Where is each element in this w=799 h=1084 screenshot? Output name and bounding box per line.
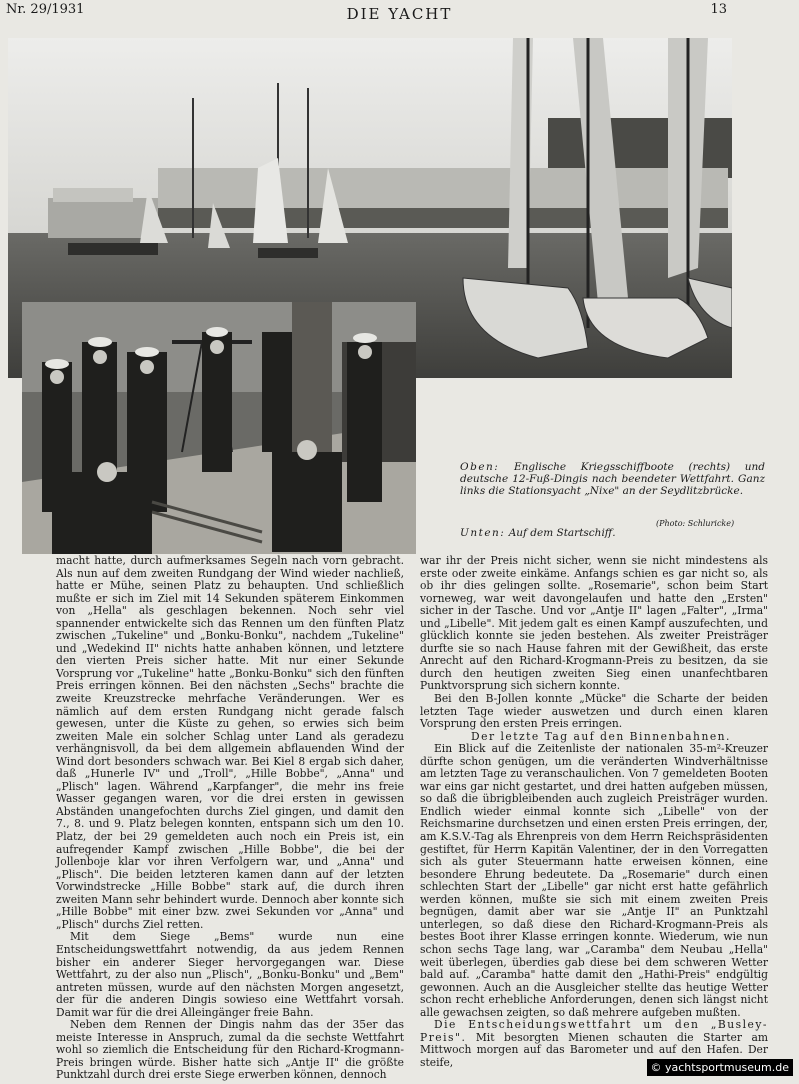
left-paragraph-3: Neben dem Rennen der Dingis nahm das der 35er das meiste Interesse in Anspruch, zumal da die sechste Wettfahrt wohl so ziemlich die Entscheidung für den Richard-Krogmann-Preis bringen würde. Bisher hatte sich „Antje II" die größte Punktzahl durch drei erste Siege erwerben können, dennoch	[56, 1018, 404, 1082]
caption-bottom-text: Auf dem Startschiff.	[508, 527, 616, 539]
right-paragraph-2: Bei den B-Jollen konnte „Mücke" die Scharte der beiden letzten Tage wieder auswetzen und durch einen klaren Vorsprung den ersten Preis erringen.	[420, 692, 768, 731]
watermark: © yachtsportmuseum.de	[647, 1059, 793, 1076]
section-heading: Der letzte Tag auf den Binnenbahnen.	[471, 729, 731, 743]
bottom-photo	[22, 302, 416, 554]
caption-bottom-label: Unten:	[460, 527, 506, 539]
right-paragraph-1: war ihr der Preis nicht sicher, wenn sie nicht mindestens als erste oder zweite einkäme. Anfangs schien es gar nicht so, als ob ihr dies gelingen sollte. „Rosemarie", schon beim Start vorneweg, war weit davongelaufen und hatte den „Ersten" sicher in der Tasche. Und vor „Antje II" lagen „Falter", „Irma" und „Libelle". Mit jedem galt es einen Kampf auszufechten, und glücklich konnte sie jeden bestehen. Als zweiter Preisträger durfte sie so nach Hause fahren mit der Gewißheit, das erste Anrecht auf den Richard-Krogmann-Preis zu besitzen, da sie durch den heutigen zweiten Sieg einen unanfechtbaren Punktvorsprung sich sichern konnte.	[420, 554, 768, 693]
caption-top-text: Englische Kriegsschiffboote (rechts) und deutsche 12-Fuß-Dingis nach beendeter Wettfahrt. Ganz links die Stationsyacht „Nixe" an der Seydlitzbrücke.	[460, 461, 766, 497]
left-paragraph-1: macht hatte, durch aufmerksames Segeln nach vorn gebracht. Als nun auf dem zweiten Rundgang der Wind wieder nachließ, hatte er Mühe, seinen Platz zu behaupten. Und schließlich mußte er sich im Ziel mit 14 Sekunden späterem Einkommen von „Hella" als geschlagen bekennen. Noch sehr viel spannender entwickelte sich das Rennen um den fünften Platz zwischen „Tukeline" und „Bonku-Bonku", nachdem „Tukeline" und „Wedekind II" nichts hatte anhaben können, und letztere den vierten Preis sicher hatte. Mit nur einer Sekunde Vorsprung vor „Tukeline" hatte „Bonku-Bonku" sich den fünften Preis erringen können. Bei den nächsten „Sechs" brachte die zweite Kreuzstrecke mehrfache Veränderungen. Wer es nämlich auf dem ersten Rundgang nicht gerade falsch gewesen, unter die Küste zu gehen, so erwies sich beim zweiten Male ein solcher Schlag unter Land als geradezu verhängnisvoll, da bei dem allgemein abflauenden Wind der Wind dort besonders schwach war. Bei Kiel 8 ergab sich daher, daß „Hunerle IV" und „Troll", „Hille Bobbe", „Anna" und „Plisch" lagen. Während „Karpfanger", die mehr ins freie Wasser gegangen waren, vor die drei ersten in gewissen Abständen unangefochten durchs Ziel gingen, und damit den 7., 8. und 9. Platz belegen konnten, entspann sich um den 10. Platz, der bei 29 gemeldeten auch noch ein Preis ist, ein aufregender Kampf zwischen „Hille Bobbe", die bei der Jollenboje klar vor ihren Verfolgern war, und „Anna" und „Plisch". Die beiden letzteren kamen dann auf der letzten Vorwindstrecke „Hille Bobbe" stark auf, die durch ihren zweiten Mann sehr behindert wurde. Dennoch aber konnte sich „Hille Bobbe" mit einer bzw. zwei Sekunden vor „Anna" und „Plisch" durchs Ziel retten.	[56, 554, 404, 931]
issue-number: Nr. 29/1931	[6, 2, 85, 17]
page-number: 13	[710, 2, 727, 17]
photo-credit: (Photo: Schluricke)	[656, 519, 735, 528]
caption-top	[460, 461, 765, 497]
right-paragraph-4-text: Mit besorgten Mienen schauten die Starter am Mittwoch morgen auf das Barometer und auf den Hafen. Der steife,	[420, 1030, 768, 1069]
caption-top-label: Oben:	[460, 461, 500, 473]
text-column-left	[56, 555, 404, 1082]
subheading-busley-preis: Die Entscheidungswettfahrt um den „Busley-Preis".	[420, 1018, 768, 1044]
right-paragraph-3: Ein Blick auf die Zeitenliste der nationalen 35-m²-Kreuzer dürfte schon genügen, um die veränderten Windverhältnisse am letzten Tage zu veranschaulichen. Von 7 gemeldeten Booten war eins gar nicht gestartet, und drei hatten aufgeben müssen, so daß die übrigbleibenden auch zugleich Preisträger wurden. Endlich wieder einmal konnte sich „Libelle" von der Reichsmarine durchsetzen und einen ersten Preis erringen, der, am K.S.V.-Tag als Ehrenpreis von dem Herrn Reichspräsidenten gestiftet, für Herrn Kapitän Valentiner, der in den Vorregatten sich als guter Steuermann hatte erweisen können, eine besondere Ehrung bedeutete. Da „Rosemarie" durch einen schlechten Start der „Libelle" gar nicht erst hatte gefährlich werden können, mußte sie sich mit einem zweiten Preis begnügen, damit aber war sie „Antje II" an Punktzahl unterlegen, so daß diese den Richard-Krogmann-Preis als bestes Boot ihrer Klasse erringen konnte. Wiederum, wie nun schon sechs Tage lang, war „Caramba" dem Neubau „Hella" weit überlegen, überdies gab diese bei dem schweren Wetter bald auf. „Caramba" hatte damit den „Hathi-Preis" endgültig gewonnen. Auch an die Ausgleicher stellte das heutige Wetter schon recht erhebliche Anforderungen, denen sich längst nicht alle gewachsen zeigten, so daß mehrere aufgeben mußten.	[420, 742, 768, 1019]
left-paragraph-2: Mit dem Siege „Bems" wurde nun eine Entscheidungswettfahrt notwendig, da aus jedem Rennen bisher ein anderer Sieger hervorgegangen war. Diese Wettfahrt, zu der also nun „Plisch", „Bonku-Bonku" und „Bem" antreten müssen, wurde auf den nächsten Morgen angesetzt, der für die anderen Dingis sowieso eine Wettfahrt vorsah. Damit war für die drei Alleingänger freie Bahn.	[56, 930, 404, 1019]
caption-bottom	[460, 527, 650, 539]
text-column-right	[420, 555, 768, 1069]
magazine-title: DIE YACHT	[346, 5, 453, 23]
start-ship-photo-image	[22, 302, 416, 554]
